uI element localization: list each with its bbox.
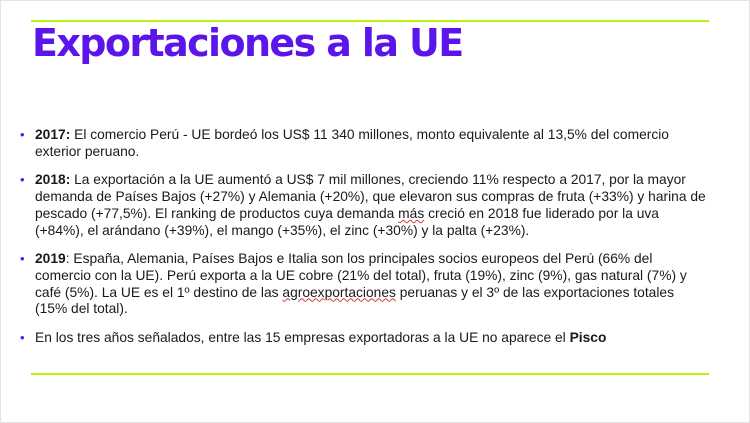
bullet-dot-icon: •: [20, 172, 25, 188]
bullet-list: [20, 127, 709, 359]
bullet-dot-icon: •: [20, 330, 25, 346]
bullet-year: 2017:: [35, 127, 71, 142]
bottom-accent-line: [31, 373, 709, 375]
bullet-text-cont: peruanas y el 3º de las exportaciones totales (15% del total).: [35, 284, 674, 317]
bullet-year: 2018:: [35, 172, 71, 188]
spellcheck-flagged-word[interactable]: agroexportaciones: [282, 284, 396, 300]
bullet-summary: [20, 330, 709, 347]
bullet-dot-icon: •: [20, 251, 25, 267]
bullet-text: : España, Alemania, Países Bajos e Italia son los principales socios europeos del Perú (66% del comercio con la UE). Perú exporta a la UE cobre (21% del total), fruta (19%), zinc (9%), gas natural (7%) y café (5%). La UE es el 1º destino de las: [35, 251, 687, 300]
bullet-2017: [20, 127, 709, 160]
bullet-dot-icon: •: [20, 127, 25, 142]
bullet-year: 2019: [35, 251, 66, 267]
bullet-text: El comercio Perú - UE bordeó los US$ 11 340 millones, monto equivalente al 13,5% del comercio exterior peruano.: [35, 127, 669, 159]
bullet-2018: [20, 172, 709, 239]
bullet-text-cont: creció en 2018 fue liderado por la uva (+84%), el arándano (+39%), el mango (+35%), el zinc (+30%) y la palta (+23%).: [35, 205, 659, 238]
bullet-emphasis: Pisco: [569, 330, 607, 346]
bullet-text: En los tres años señalados, entre las 15 empresas exportadoras a la UE no aparece el: [35, 330, 570, 346]
bullet-2019: [20, 251, 709, 318]
spellcheck-flagged-word[interactable]: más: [398, 205, 425, 221]
bullet-text: La exportación a la UE aumentó a US$ 7 mil millones, creciendo 11% respecto a 2017, por la mayor demanda de Países Bajos (+27%) y Alemania (+20%), que elevaron sus compras de fruta (+33%) y harina de pescado (+77,5%). El ranking de productos cuya demanda: [35, 172, 706, 221]
slide-title: Exportaciones a la UE: [32, 21, 463, 65]
